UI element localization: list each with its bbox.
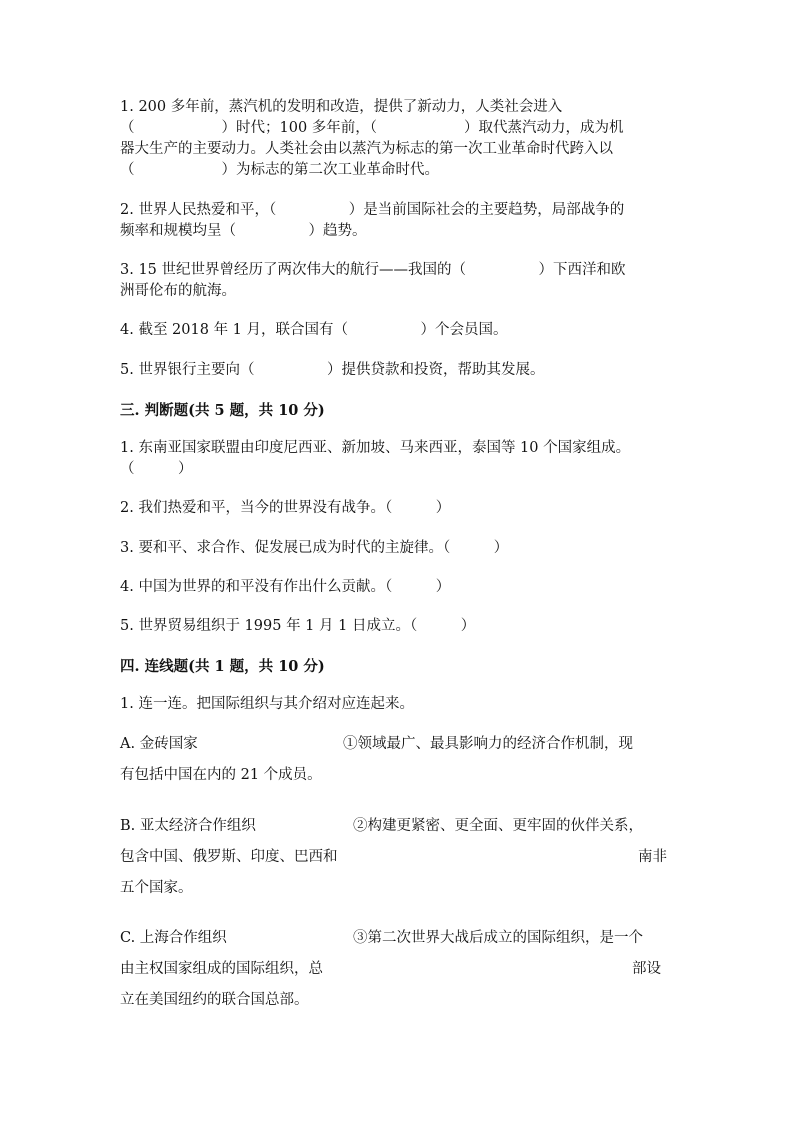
judge-question-3: 3. 要和平、求合作、促发展已成为时代的主旋律。（ ） (120, 540, 509, 556)
judge-q1-line2: （ ） (120, 461, 193, 477)
judge-question-2: 2. 我们热爱和平，当今的世界没有战争。（ ） (120, 500, 451, 516)
fill-q1-line2: （ ）时代；100 多年前，（ ）取代蒸汽动力，成为机 (120, 120, 624, 136)
match-a-right: ①领域最广、最具影响力的经济合作机制，现 (343, 736, 633, 752)
judge-section-heading: 三. 判断题(共 5 题，共 10 分) (120, 402, 325, 419)
fill-q3-line1: 3. 15 世纪世界曾经历了两次伟大的航行——我国的（ ）下西洋和欧 (120, 262, 626, 278)
fill-q2-line1: 2. 世界人民热爱和平，（ ）是当前国际社会的主要趋势，局部战争的 (120, 202, 625, 218)
match-question: 1. 连一连。把国际组织与其介绍对应连起来。 (120, 696, 414, 712)
match-b-cont-a: 包含中国、俄罗斯、印度、巴西和 (120, 849, 338, 865)
fill-question-5: 5. 世界银行主要向（ ）提供贷款和投资，帮助其发展。 (120, 362, 545, 378)
match-c-cont-b: 部设 (632, 961, 661, 977)
fill-q2-line2: 频率和规模均呈（ ）趋势。 (120, 223, 367, 239)
judge-question-4: 4. 中国为世界的和平没有作出什么贡献。（ ） (120, 579, 451, 595)
match-c-cont-2: 立在美国纽约的联合国总部。 (120, 992, 309, 1008)
match-a-left: A. 金砖国家 (120, 736, 198, 752)
fill-q1-line3: 器大生产的主要动力。人类社会由以蒸汽为标志的第一次工业革命时代跨入以 (120, 141, 613, 157)
match-b-cont-2: 五个国家。 (120, 880, 193, 896)
fill-q1-line1: 1. 200 多年前，蒸汽机的发明和改造，提供了新动力，人类社会进入 (120, 99, 563, 115)
judge-question-5: 5. 世界贸易组织于 1995 年 1 月 1 日成立。（ ） (120, 618, 476, 634)
match-section-heading: 四. 连线题(共 1 题，共 10 分) (120, 658, 325, 675)
match-c-cont-a: 由主权国家组成的国际组织，总 (120, 961, 323, 977)
match-c-left: C. 上海合作组织 (120, 930, 227, 946)
match-b-right: ②构建更紧密、更全面、更牢固的伙伴关系， (353, 818, 643, 834)
match-b-left: B. 亚太经济合作组织 (120, 818, 256, 834)
match-b-cont-b: 南非 (638, 849, 667, 865)
match-a-cont: 有包括中国在内的 21 个成员。 (120, 767, 322, 783)
match-c-right: ③第二次世界大战后成立的国际组织，是一个 (353, 930, 643, 946)
fill-question-4: 4. 截至 2018 年 1 月，联合国有（ ）个会员国。 (120, 322, 508, 338)
fill-q3-line2: 洲哥伦布的航海。 (120, 283, 236, 299)
fill-q1-line4: （ ）为标志的第二次工业革命时代。 (120, 162, 439, 178)
judge-q1-line1: 1. 东南亚国家联盟由印度尼西亚、新加坡、马来西亚，泰国等 10 个国家组成。 (120, 440, 631, 456)
